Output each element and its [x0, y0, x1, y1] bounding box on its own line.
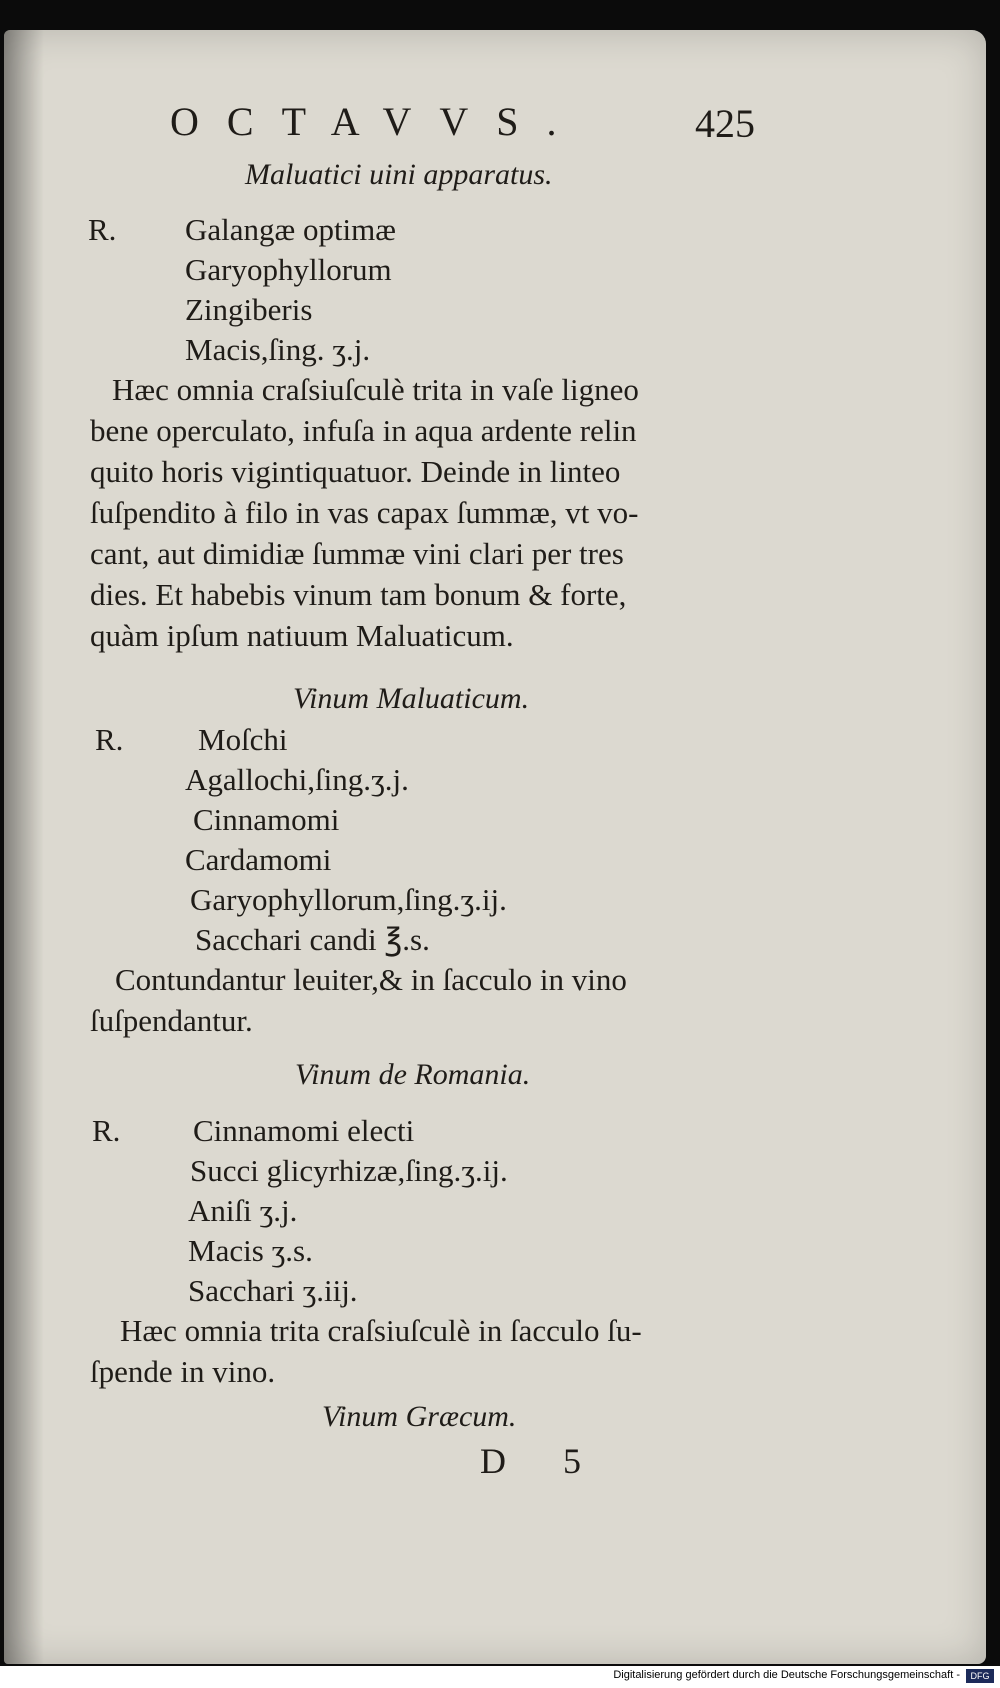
prose-line: ſuſpendantur. [90, 1003, 253, 1038]
ingredient-line: Cinnamomi [193, 802, 340, 837]
footer-credit: Digitalisierung gefördert durch die Deutsche Forschungsgemeinschaft - [613, 1669, 960, 1681]
recipe-mark: R. [88, 212, 117, 247]
dfg-logo: DFG [966, 1669, 994, 1683]
ingredient-line: Macis,ſing. ʒ.j. [185, 332, 371, 367]
ingredient-line: Garyophyllorum [185, 252, 392, 287]
section-heading: Vinum Græcum. [322, 1400, 517, 1433]
section-heading: Vinum de Romania. [295, 1058, 531, 1091]
ingredient-line: Galangæ optimæ [185, 212, 396, 247]
signature-mark: D 5 [480, 1441, 605, 1481]
running-head [170, 98, 770, 148]
prose-line: Contundantur leuiter,& in ſacculo in vino [115, 962, 627, 997]
prose-line: Hæc omnia trita craſsiuſculè in ſacculo ſu- [120, 1313, 642, 1348]
section-heading: Maluatici uini apparatus. [245, 158, 553, 191]
page-number: 425 [695, 101, 755, 146]
page-gutter-shadow [4, 30, 44, 1664]
ingredient-line: Cardamomi [185, 842, 332, 877]
ingredient-line: Succi glicyrhizæ,ſing.ʒ.ij. [190, 1153, 508, 1188]
footer-bar [0, 1666, 1000, 1688]
prose-line: bene operculato, infuſa in aqua ardente relin [90, 413, 637, 448]
prose-line: ſpende in vino. [90, 1354, 276, 1389]
ingredient-line: Moſchi [198, 722, 288, 757]
ingredient-line: Agallochi,ſing.ʒ.j. [185, 762, 409, 797]
prose-line: quito horis vigintiquatuor. Deinde in linteo [90, 454, 621, 489]
recipe-mark: R. [92, 1113, 121, 1148]
prose-line: ſuſpendito à filo in vas capax ſummæ, vt vo- [90, 495, 639, 530]
prose-line: Hæc omnia craſsiuſculè trita in vaſe ligneo [112, 372, 639, 407]
ingredient-line: Aniſi ʒ.j. [188, 1193, 298, 1228]
ingredient-line: Cinnamomi electi [193, 1113, 415, 1148]
prose-line: quàm ipſum natiuum Maluaticum. [90, 618, 514, 653]
prose-line: dies. Et habebis vinum tam bonum & forte, [90, 577, 627, 612]
recipe-mark: R. [95, 722, 124, 757]
ingredient-line: Sacchari ʒ.iij. [188, 1273, 358, 1308]
ingredient-line: Sacchari candi ℥.s. [195, 922, 430, 957]
running-title: OCTAVVS. [170, 99, 585, 144]
ingredient-line: Zingiberis [185, 292, 313, 327]
section-heading: Vinum Maluaticum. [293, 682, 530, 715]
ingredient-line: Garyophyllorum,ſing.ʒ.ij. [190, 882, 507, 917]
prose-line: cant, aut dimidiæ ſummæ vini clari per tres [90, 536, 624, 571]
ingredient-line: Macis ʒ.s. [188, 1233, 313, 1268]
